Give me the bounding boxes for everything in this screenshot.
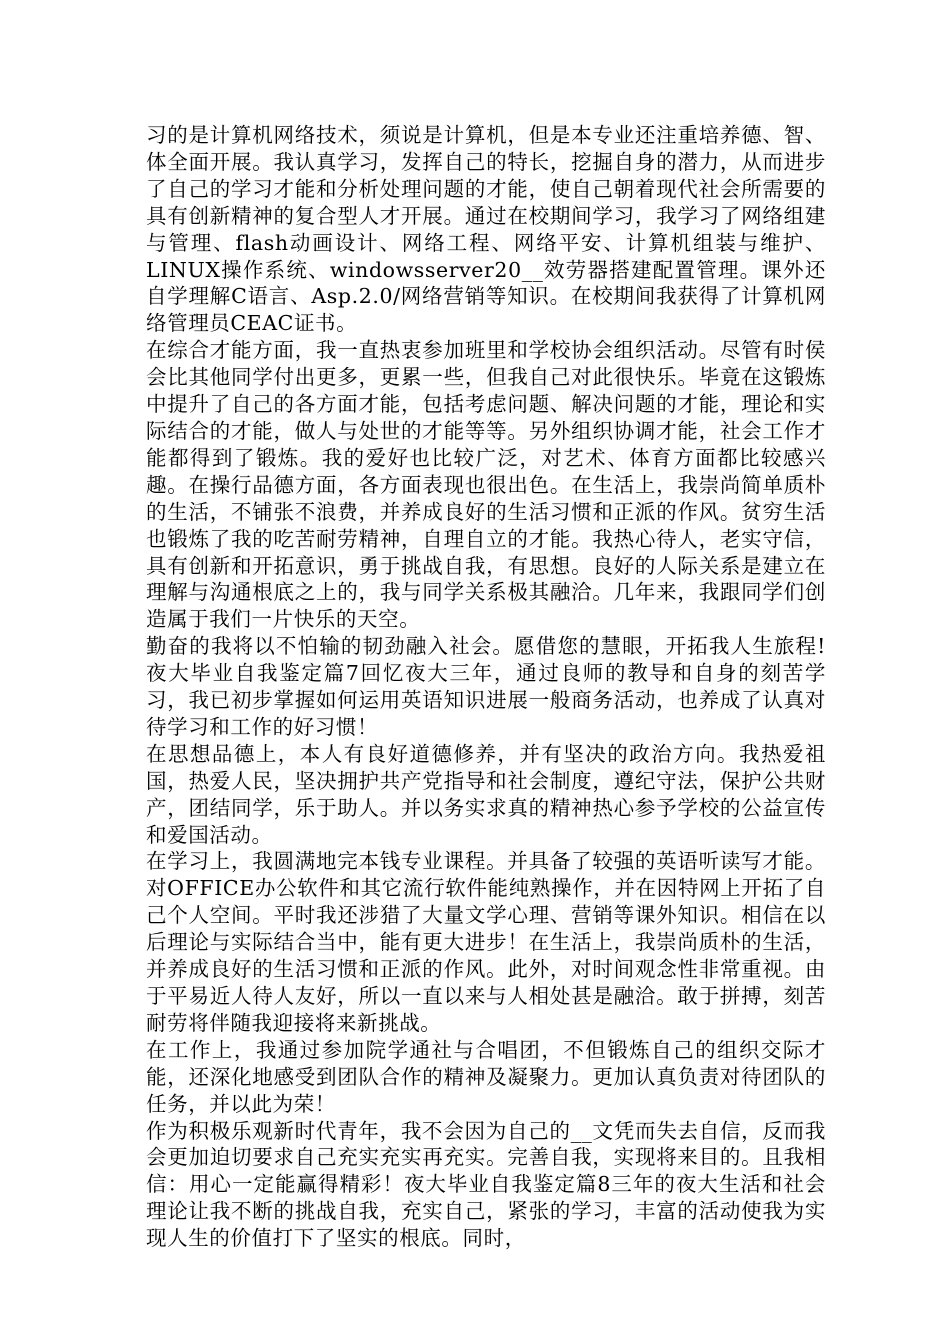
paragraph-5: 在学习上，我圆满地完本钱专业课程。并具备了较强的英语听读写才能。对OFFICE办公软件和其它流行软件能纯熟操作，并在因特网上开拓了自己个人空间。平时我还涉猎了大量文学心理、营销等课外知识。相信在以后理论与实际结合当中，能有更大进步！在生活上，我崇尚质朴的生活，并养成良好的生活习惯和正派的作风。此外，对时间观念性非常重视。由于平易近人待人友好，所以一直以来与人相处甚是融洽。敢于拼搏，刻苦耐劳将伴随我迎接将来新挑战。 xyxy=(146,849,826,1035)
paragraph-7: 作为积极乐观新时代青年，我不会因为自己的__文凭而失去自信，反而我会更加迫切要求自己充实充实再充实。完善自我，实现将来目的。且我相信：用心一定能赢得精彩！夜大毕业自我鉴定篇8三年的夜大生活和社会理论让我不断的挑战自我，充实自己，紧张的学习，丰富的活动使我为实现人生的价值打下了坚实的根底。同时， xyxy=(146,1118,826,1251)
paragraph-6: 在工作上，我通过参加院学通社与合唱团，不但锻炼自己的组织交际才能，还深化地感受到团队合作的精神及凝聚力。更加认真负责对待团队的任务，并以此为荣！ xyxy=(146,1037,826,1116)
paragraph-4: 在思想品德上，本人有良好道德修养，并有坚决的政治方向。我热爱祖国，热爱人民，坚决拥护共产党指导和社会制度，遵纪守法，保护公共财产，团结同学，乐于助人。并以务实求真的精神热心参予学校的公益宣传和爱国活动。 xyxy=(146,741,826,847)
paragraph-1: 习的是计算机网络技术，须说是计算机，但是本专业还注重培养德、智、体全面开展。我认真学习，发挥自己的特长，挖掘自身的潜力，从而进步了自己的学习才能和分析处理问题的才能，使自己朝着现代社会所需要的具有创新精神的复合型人才开展。通过在校期间学习，我学习了网络组建与管理、flash动画设计、网络工程、网络平安、计算机组装与维护、LINUX操作系统、windowsserver20__效劳器搭建配置管理。课外还自学理解C语言、Asp.2.0/网络营销等知识。在校期间我获得了计算机网络管理员CEAC证书。 xyxy=(146,123,826,336)
document-body xyxy=(146,122,826,1252)
paragraph-3: 勤奋的我将以不怕输的韧劲融入社会。愿借您的慧眼，开拓我人生旅程!夜大毕业自我鉴定篇7回忆夜大三年，通过良师的教导和自身的刻苦学习，我已初步掌握如何运用英语知识进展一般商务活动，也养成了认真对待学习和工作的好习惯！ xyxy=(146,634,826,739)
paragraph-2: 在综合才能方面，我一直热衷参加班里和学校协会组织活动。尽管有时侯会比其他同学付出更多，更累一些，但我自己对此很快乐。毕竟在这锻炼中提升了自己的各方面才能，包括考虑问题、解决问题的才能，理论和实际结合的才能，做人与处世的才能等等。另外组织协调才能，社会工作才能都得到了锻炼。我的爱好也比较广泛，对艺术、体育方面都比较感兴趣。在操行品德方面，各方面表现也很出色。在生活上，我崇尚简单质朴的生活，不铺张不浪费，并养成良好的生活习惯和正派的作风。贫穷生活也锻炼了我的吃苦耐劳精神，自理自立的才能。我热心待人，老实守信，具有创新和开拓意识，勇于挑战自我，有思想。良好的人际关系是建立在理解与沟通根底之上的，我与同学关系极其融洽。几年来，我跟同学们创造属于我们一片快乐的天空。 xyxy=(146,338,826,632)
